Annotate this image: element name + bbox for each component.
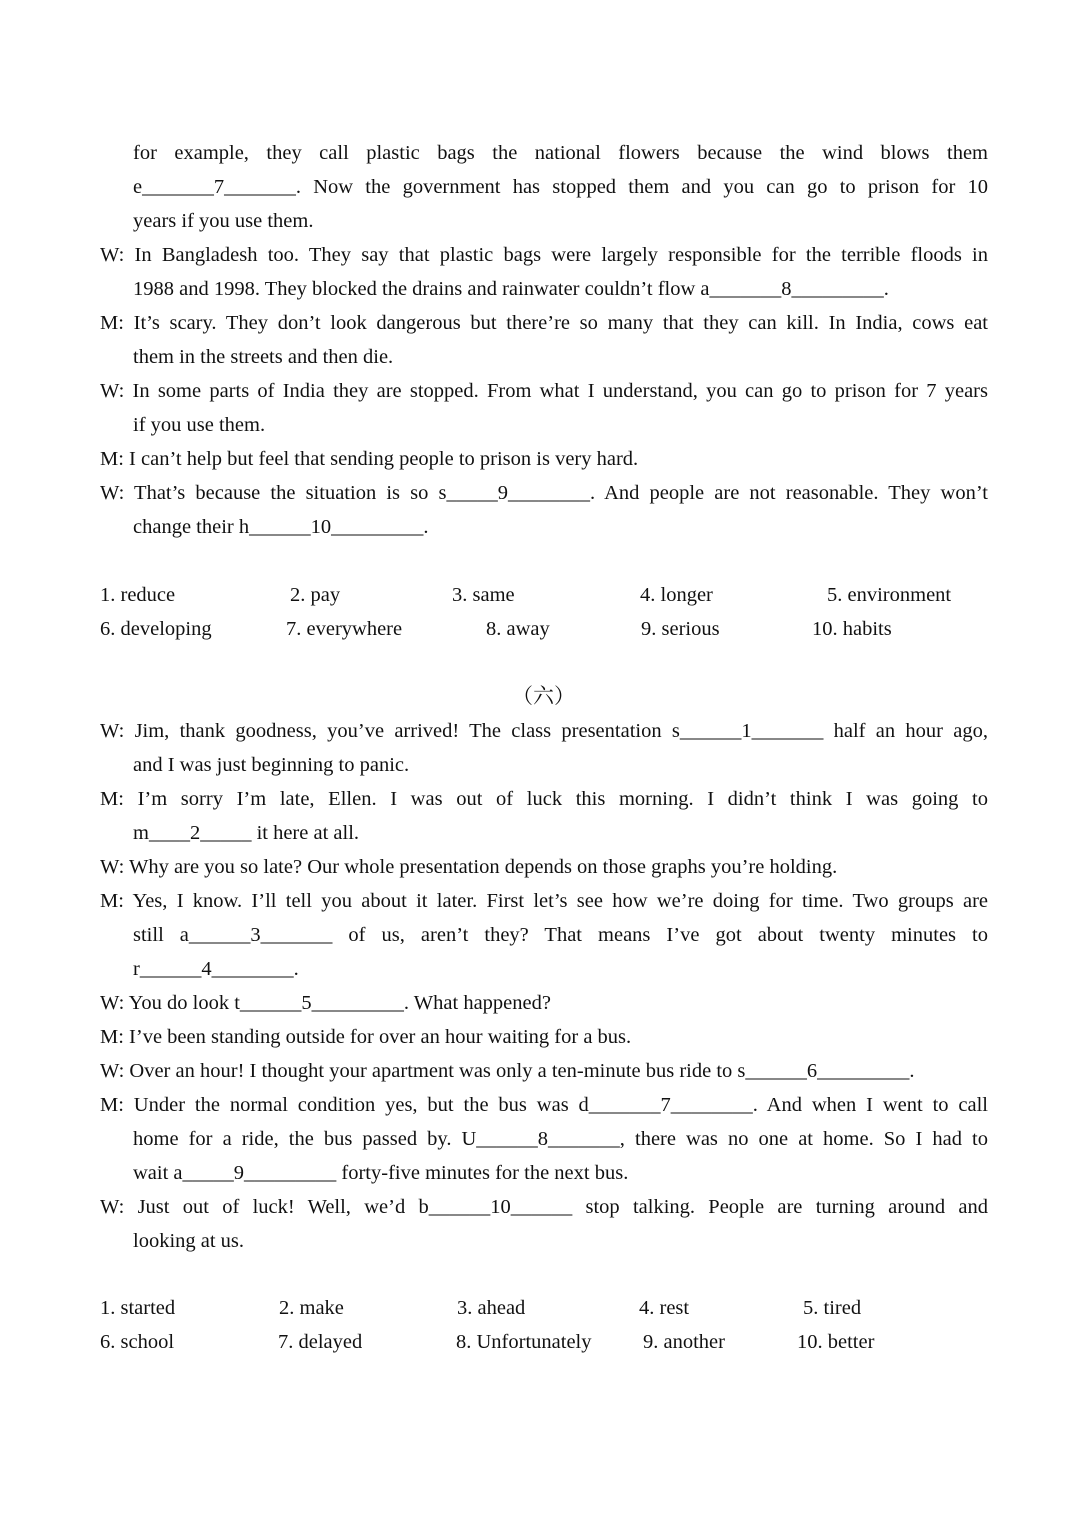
dialogue-line: 1988 and 1998. They blocked the drains and rainwater couldn’t flow a_______8_________. <box>133 278 889 300</box>
dialogue-line: W: Why are you so late? Our whole presentation depends on those graphs you’re holding. <box>100 856 838 878</box>
dialogue-line: looking at us. <box>133 1230 245 1252</box>
answer-item: 9. another <box>643 1331 725 1353</box>
dialogue-line: W: That’s because the situation is so s_____9________. And people are not reasonable. They won’t <box>100 482 988 504</box>
dialogue-line: W: You do look t______5_________. What happened? <box>100 992 551 1014</box>
dialogue-line: m____2_____ it here at all. <box>133 822 360 844</box>
answer-item: 5. environment <box>827 584 952 606</box>
answer-item: 10. better <box>797 1331 875 1353</box>
answer-item: 7. everywhere <box>286 618 403 640</box>
dialogue-line: years if you use them. <box>133 210 314 232</box>
answer-item: 1. started <box>100 1297 176 1319</box>
dialogue-line: r______4________. <box>133 958 299 980</box>
answer-item: 6. developing <box>100 618 212 640</box>
dialogue-line: M: Under the normal condition yes, but the bus was d_______7________. And when I went to call <box>100 1094 988 1116</box>
dialogue-line: them in the streets and then die. <box>133 346 394 368</box>
dialogue-line: M: I’m sorry I’m late, Ellen. I was out of luck this morning. I didn’t think I was going to <box>100 788 988 810</box>
answer-item: 6. school <box>100 1331 175 1353</box>
dialogue-line: e_______7_______. Now the government has stopped them and you can go to prison for 10 <box>133 176 988 198</box>
answer-item: 8. away <box>486 618 550 640</box>
dialogue-line: M: I can’t help but feel that sending people to prison is very hard. <box>100 448 639 470</box>
dialogue-line: W: In Bangladesh too. They say that plastic bags were largely responsible for the terrible floods in <box>100 244 988 266</box>
answer-item: 1. reduce <box>100 584 176 606</box>
dialogue-line: W: Just out of luck! Well, we’d b______10______ stop talking. People are turning around and <box>100 1196 988 1218</box>
answer-item: 3. ahead <box>457 1297 526 1319</box>
dialogue-line: W: Jim, thank goodness, you’ve arrived! The class presentation s______1_______ half an hour ago, <box>100 720 988 742</box>
answer-item: 8. Unfortunately <box>456 1331 592 1353</box>
section-title: （六） <box>512 684 575 708</box>
answer-item: 9. serious <box>641 618 720 640</box>
answer-item: 7. delayed <box>278 1331 363 1353</box>
dialogue-line: wait a_____9_________ forty-five minutes for the next bus. <box>133 1162 629 1184</box>
dialogue-line: W: In some parts of India they are stopped. From what I understand, you can go to prison for 7 years <box>100 380 988 402</box>
dialogue-line: M: Yes, I know. I’ll tell you about it later. First let’s see how we’re doing for time. Two groups are <box>100 890 988 912</box>
dialogue-line: M: It’s scary. They don’t look dangerous but there’re so many that they can kill. In India, cows eat <box>100 312 988 334</box>
dialogue-line: change their h______10_________. <box>133 516 429 538</box>
dialogue-line: for example, they call plastic bags the national flowers because the wind blows them <box>133 142 988 164</box>
answer-item: 5. tired <box>803 1297 862 1319</box>
answer-item: 3. same <box>452 584 515 606</box>
dialogue-line: if you use them. <box>133 414 266 436</box>
dialogue-line: M: I’ve been standing outside for over an hour waiting for a bus. <box>100 1026 632 1048</box>
dialogue-line: W: Over an hour! I thought your apartment was only a ten-minute bus ride to s______6_________. <box>100 1060 915 1082</box>
dialogue-line: still a______3_______ of us, aren’t they? That means I’ve got about twenty minutes to <box>133 924 988 946</box>
answer-item: 2. make <box>279 1297 344 1319</box>
answer-item: 4. rest <box>639 1297 690 1319</box>
answer-item: 2. pay <box>290 584 341 606</box>
answer-item: 10. habits <box>812 618 892 640</box>
dialogue-line: and I was just beginning to panic. <box>133 754 410 776</box>
answer-item: 4. longer <box>640 584 713 606</box>
dialogue-line: home for a ride, the bus passed by. U______8_______, there was no one at home. So I had to <box>133 1128 988 1150</box>
